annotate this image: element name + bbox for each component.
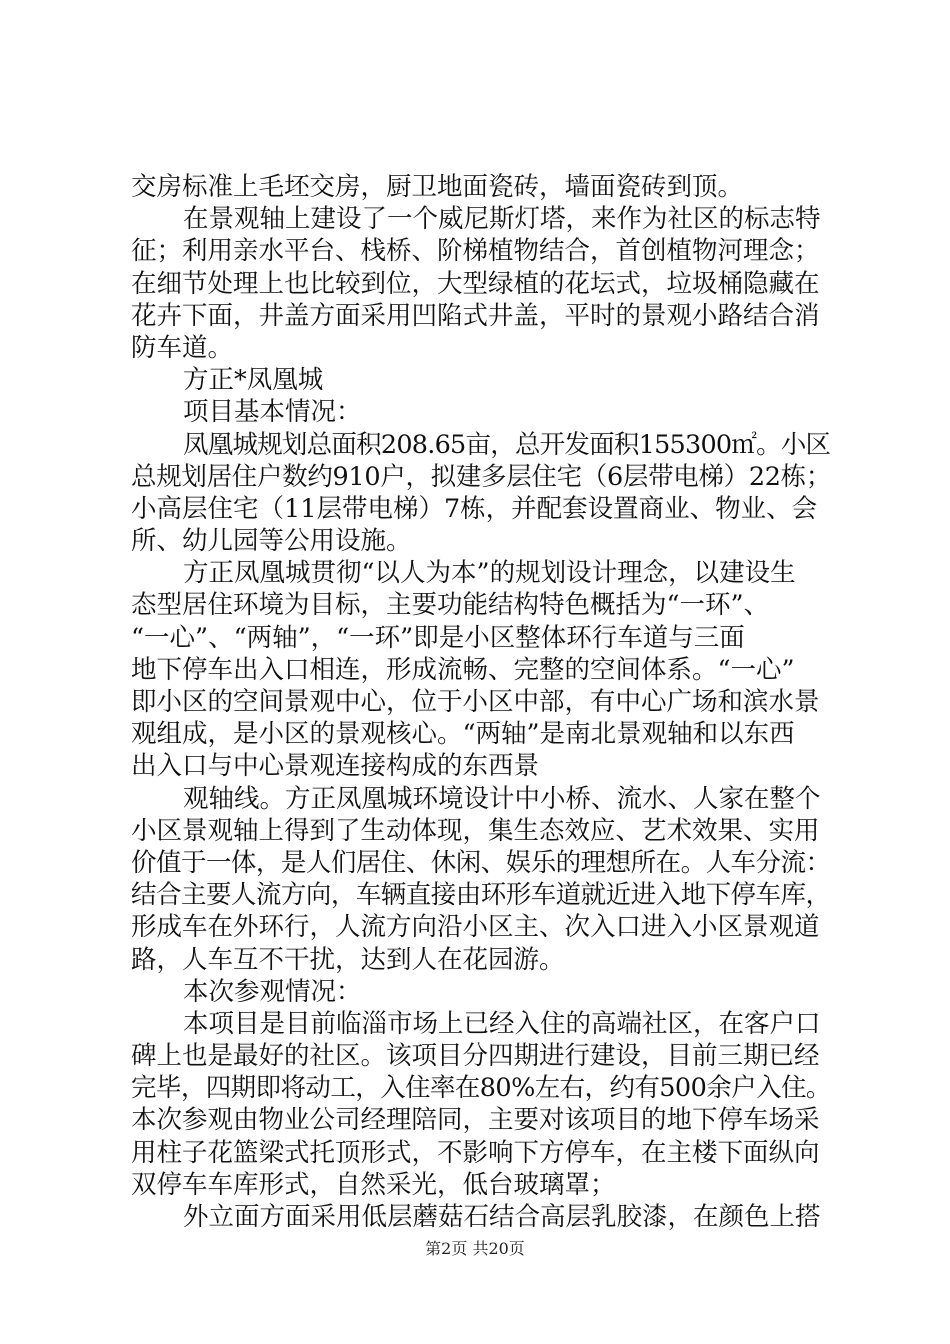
text-line: 路，人车互不干扰，达到人在花园游。: [131, 944, 565, 975]
text-line: 碑上也是最好的社区。该项目分四期进行建设，目前三期已经: [131, 1041, 820, 1072]
text-line: “一心”、“两轴”，“一环”即是小区整体环行车道与三面: [131, 622, 745, 653]
document-body: [131, 171, 831, 1233]
text-line: 方正凤凰城贯彻“以人为本”的规划设计理念，以建设生: [183, 558, 796, 589]
text-line: 防车道。: [131, 332, 234, 363]
text-line: 出入口与中心景观连接构成的东西景: [131, 751, 540, 782]
text-line: 本项目是目前临淄市场上已经入住的高端社区，在客户口: [183, 1008, 821, 1039]
text-line: 交房标准上毛坯交房，厨卫地面瓷砖，墙面瓷砖到顶。: [131, 172, 744, 202]
text-line: 双停车车库形式，自然采光，低台玻璃罩；: [131, 1169, 616, 1200]
text-line: 外立面方面采用低层蘑菇石结合高层乳胶漆，在颜色上搭: [183, 1202, 821, 1232]
text-line: 价值于一体，是人们居住、休闲、娱乐的理想所在。人车分流：: [131, 847, 831, 878]
text-line: 完毕，四期即将动工，入住率在80%左右，约有500余户入住。: [131, 1073, 831, 1104]
text-line: 用柱子花篮梁式托顶形式，不影响下方停车，在主楼下面纵向: [131, 1137, 820, 1168]
text-line: 项目基本情况：: [183, 397, 362, 428]
text-line: 花卉下面，井盖方面采用凹陷式井盖，平时的景观小路结合消: [131, 300, 820, 331]
text-line: 态型居住环境为目标，主要功能结构特色概括为“一环”、: [131, 590, 770, 621]
page-footer: 第2页 共20页: [425, 1239, 525, 1258]
text-line: 总规划居住户数约910户，拟建多层住宅（6层带电梯）22栋；: [131, 461, 832, 492]
text-line: 凤凰城规划总面积208.65亩，总开发面积155300㎡。小区: [183, 429, 831, 460]
text-line: 在细节处理上也比较到位，大型绿植的花坛式，垃圾桶隐藏在: [131, 268, 820, 299]
text-line: 观轴线。方正凤凰城环境设计中小桥、流水、人家在整个: [183, 783, 821, 814]
text-line: 征；利用亲水平台、栈桥、阶梯植物结合，首创植物河理念；: [131, 236, 820, 267]
text-line: 本次参观情况：: [183, 976, 362, 1007]
text-line: 即小区的空间景观中心，位于小区中部，有中心广场和滨水景: [131, 687, 820, 717]
text-line: 在景观轴上建设了一个威尼斯灯塔，来作为社区的标志特: [183, 204, 821, 235]
text-line: 地下停车出入口相连，形成流畅、完整的空间体系。“一心”: [131, 654, 795, 685]
text-line: 观组成，是小区的景观核心。“两轴”是南北景观轴和以东西: [131, 719, 795, 750]
text-line: 小高层住宅（11层带电梯）7栋，并配套设置商业、物业、会: [131, 493, 818, 524]
text-line: 结合主要人流方向，车辆直接由环形车道就近进入地下停车库，: [131, 880, 831, 911]
text-line: 方正*凤凰城: [183, 365, 324, 396]
text-line: 所、幼儿园等公用设施。: [131, 526, 412, 557]
text-line: 小区景观轴上得到了生动体现，集生态效应、艺术效果、实用: [131, 815, 820, 846]
text-line: 形成车在外环行，人流方向沿小区主、次入口进入小区景观道: [131, 912, 820, 943]
text-line: 本次参观由物业公司经理陪同，主要对该项目的地下停车场采: [131, 1105, 820, 1136]
